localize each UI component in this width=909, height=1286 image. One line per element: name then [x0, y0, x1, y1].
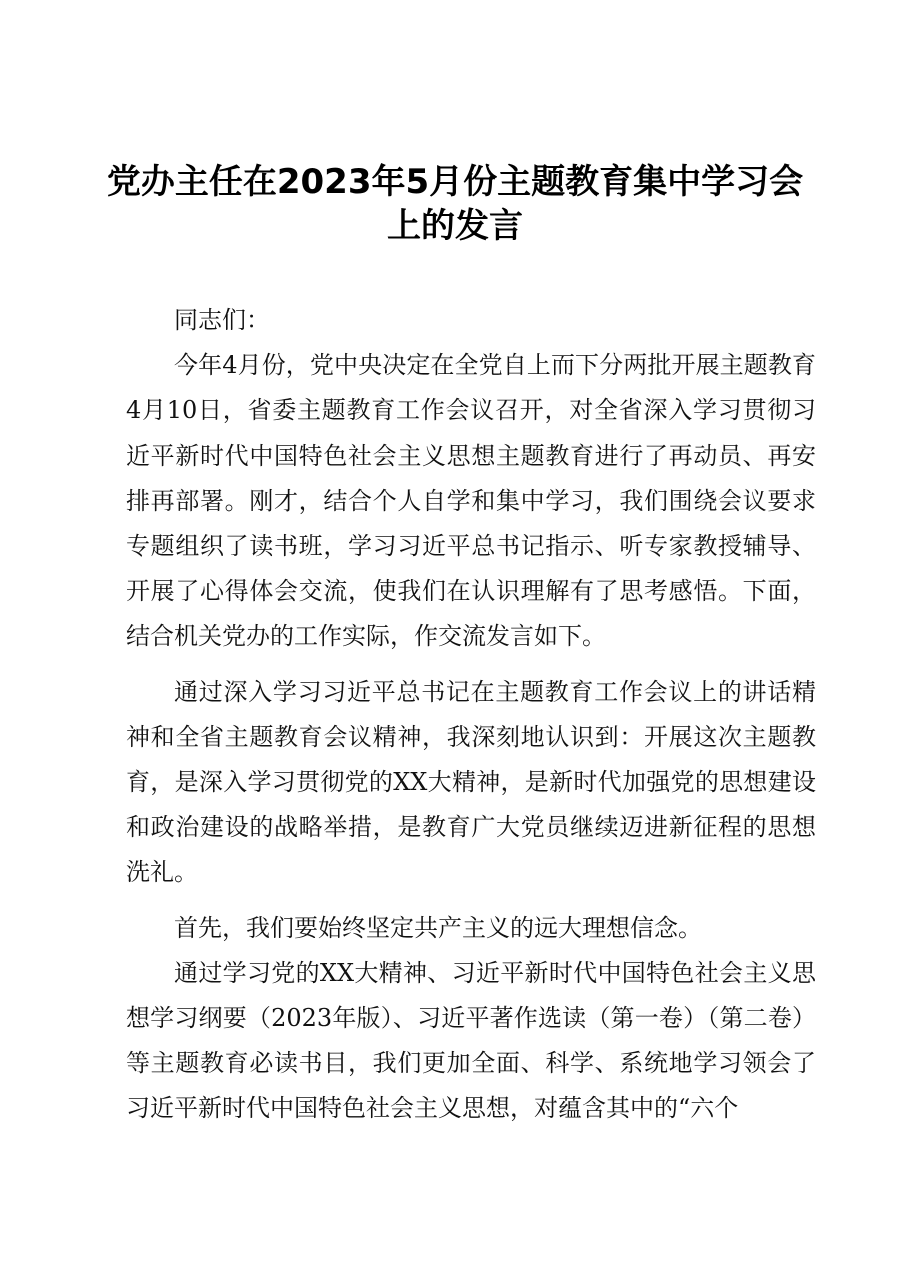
- body-paragraph: 今年4月份，党中央决定在全党自上而下分两批开展主题教育4月10日，省委主题教育工作会议召开，对全省深入学习贯彻习近平新时代中国特色社会主义思想主题教育进行了再动员、再安排再部署。刚才，结合个人自学和集中学习，我们围绕会议要求专题组织了读书班，学习习近平总书记指示、听专家教授辅导、开展了心得体会交流，使我们在认识理解有了思考感悟。下面，结合机关党办的工作实际，作交流发言如下。: [126, 351, 816, 651]
- document-title: 党办主任在2023年5月份主题教育集中学习会上的发言: [106, 162, 804, 246]
- body-paragraph: 首先，我们要始终坚定共产主义的远大理想信念。: [174, 913, 702, 942]
- body-paragraph: 通过学习党的XX大精神、习近平新时代中国特色社会主义思想学习纲要（2023年版）、习近平著作选读（第一卷）（第二卷）等主题教育必读书目，我们更加全面、科学、系统地学习领会了习近平新时代中国特色社会主义思想，对蕴含其中的“六个: [126, 958, 816, 1123]
- body-paragraph: 通过深入学习习近平总书记在主题教育工作会议上的讲话精神和全省主题教育会议精神，我深刻地认识到：开展这次主题教育，是深入学习贯彻党的XX大精神，是新时代加强党的思想建设和政治建设的战略举措，是教育广大党员继续迈进新征程的思想洗礼。: [126, 677, 816, 887]
- salutation-paragraph: 同志们：: [174, 306, 270, 334]
- document-body: [126, 298, 816, 1132]
